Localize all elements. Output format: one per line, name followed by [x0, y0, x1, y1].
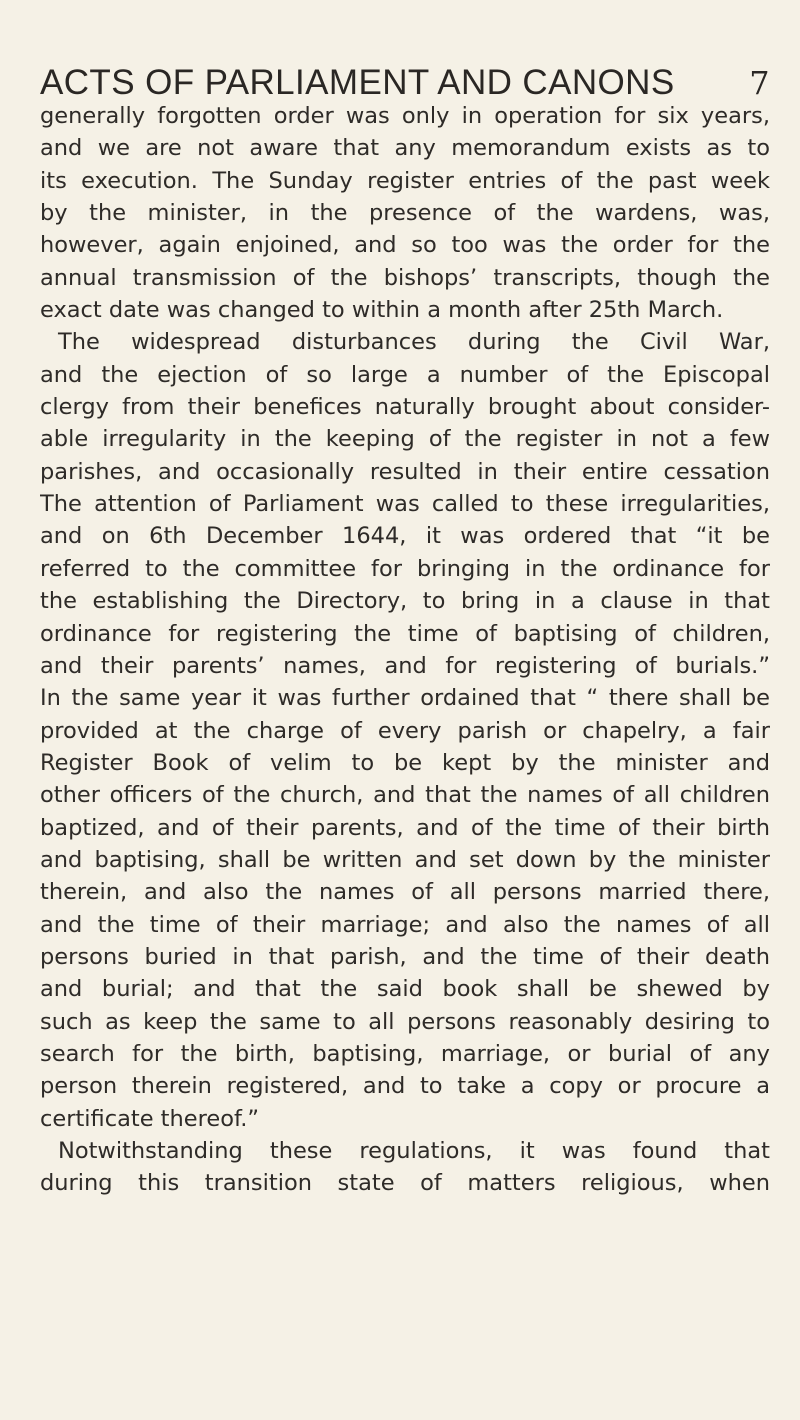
text-line: its execution. The Sunday register entries of the past week	[40, 167, 770, 194]
text-line: and the time of their marriage; and also the names of all	[40, 911, 770, 938]
text-line: Register Book of velim to be kept by the minister and	[40, 749, 770, 776]
text-line: other officers of the church, and that the names of all children	[40, 782, 770, 809]
text-line: parishes, and occasionally resulted in their entire cessation	[40, 458, 770, 485]
text-line: The attention of Parliament was called to these irregularities,	[40, 491, 770, 518]
text-line: however, again enjoined, and so too was the order for the	[40, 232, 770, 259]
text-line: during this transition state of matters religious, when	[40, 1170, 770, 1197]
text-line: and burial; and that the said book shall be shewed by	[40, 976, 770, 1003]
text-line: certificate thereof.”	[40, 1105, 260, 1132]
text-line: and the ejection of so large a number of the Episcopal	[40, 361, 770, 388]
text-line: and their parents’ names, and for registering of burials.”	[40, 652, 770, 679]
text-line: Notwithstanding these regulations, it was found that	[58, 1138, 770, 1164]
text-line: such as keep the same to all persons reasonably desiring to	[40, 1008, 770, 1035]
running-head-title: ACTS OF PARLIAMENT AND CANONS	[40, 63, 675, 102]
text-line: and on 6th December 1644, it was ordered that “it be	[40, 523, 770, 550]
body-text	[40, 100, 770, 1200]
text-line: In the same year it was further ordained that “ there shall be	[40, 685, 770, 712]
text-line: persons buried in that parish, and the time of their death	[40, 943, 770, 970]
text-line: baptized, and of their parents, and of the time of their birth	[40, 814, 770, 841]
text-line: annual transmission of the bishops’ transcripts, though the	[40, 264, 770, 291]
text-line: provided at the charge of every parish or chapelry, a fair	[40, 717, 770, 744]
text-line: and we are not aware that any memorandum exists as to	[40, 135, 770, 162]
text-line: able irregularity in the keeping of the register in not a few	[40, 426, 770, 453]
text-line: by the minister, in the presence of the wardens, was,	[40, 200, 770, 227]
text-line: the establishing the Directory, to bring in a clause in that	[40, 588, 770, 615]
text-line: referred to the committee for bringing in the ordinance for	[40, 555, 770, 582]
text-line: and baptising, shall be written and set down by the minister	[40, 846, 770, 873]
text-line: ordinance for registering the time of baptising of children,	[40, 620, 770, 647]
text-line: therein, and also the names of all persons married there,	[40, 879, 770, 906]
page-number: 7	[749, 64, 770, 102]
text-line: The widespread disturbances during the Civil War,	[58, 329, 770, 356]
text-line: person therein registered, and to take a copy or procure a	[40, 1073, 770, 1100]
text-line: clergy from their benefices naturally brought about consider-	[40, 394, 770, 421]
text-line: exact date was changed to within a month after 25th March.	[40, 297, 724, 324]
text-line: generally forgotten order was only in operation for six years,	[40, 103, 770, 129]
text-line: search for the birth, baptising, marriage, or burial of any	[40, 1040, 770, 1067]
running-head	[40, 63, 770, 103]
